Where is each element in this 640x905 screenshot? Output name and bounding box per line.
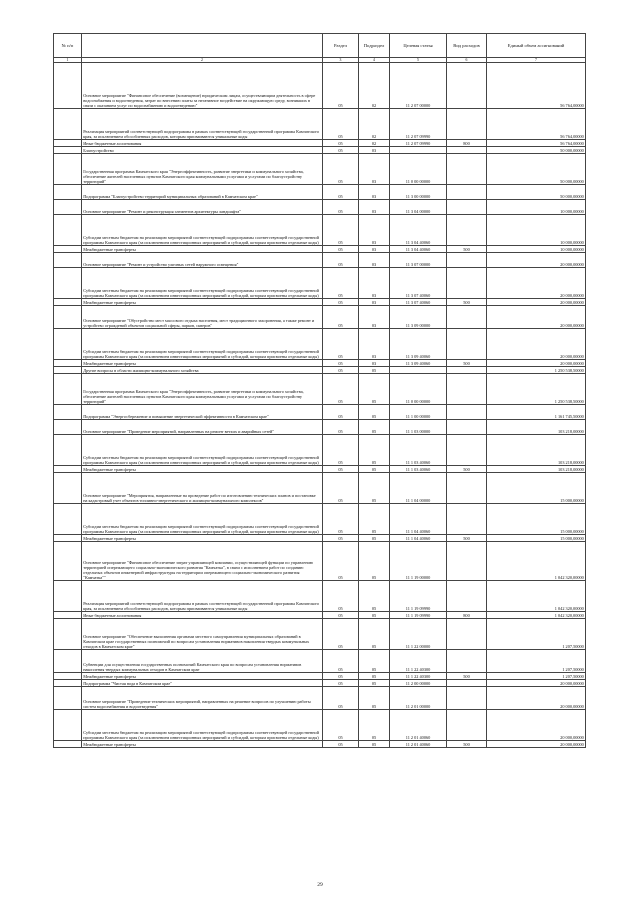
cell-total-sum: 20 000,00000 [487,268,586,299]
cell-item-name: Межбюджетные трансферты [82,741,323,748]
cell-target-article: 11 1 19 00000 [390,542,447,581]
cell-podrazdel: 03 [359,185,390,200]
cell-total-sum: 50 000,00000 [487,154,586,185]
cell-total-sum: 1 250 538,50000 [487,374,586,405]
cell-item-name: Субсидии местным бюджетам на реализацию мероприятий соответствующей подпрограммы соответствующей государственной программы Камчатского края (за исключением инвестиционных мероприятий и субсидий, которым присвоены отдельные коды) [82,268,323,299]
cell-item-name: Субсидии местным бюджетам на реализацию мероприятий соответствующей подпрограммы соответствующей государственной программы Камчатского края (за исключением инвестиционных мероприятий и субсидий, которым присвоены отдельные коды) [82,215,323,246]
cell-item-name: Реализация мероприятий соответствующей подпрограммы в рамках соответствующей государственной программы Камчатского края, за исключением обособленных расходов, которым присваиваются уникальные коды [82,109,323,140]
cell-expense-type [447,687,487,710]
cell-number [54,535,82,542]
cell-number [54,687,82,710]
table-row [54,612,586,619]
column-number: 4 [359,57,390,63]
cell-razdel: 05 [323,253,359,268]
cell-target-article: 11 3 07 40060 [390,268,447,299]
cell-podrazdel: 05 [359,420,390,435]
cell-podrazdel: 05 [359,710,390,741]
cell-expense-type [447,215,487,246]
header-podrazdel: Подраздел [359,34,390,58]
cell-total-sum: 1 042 320,00000 [487,542,586,581]
cell-total-sum: 10 000,00000 [487,200,586,215]
cell-number [54,215,82,246]
cell-expense-type: 500 [447,535,487,542]
table-row [54,650,586,673]
column-number: 7 [487,57,586,63]
cell-podrazdel: 05 [359,680,390,687]
cell-target-article: 11 1 03 40060 [390,435,447,466]
cell-item-name: Основное мероприятие "Мероприятия, направленные на проведение работ по изготовлению технических планов и постановке на кадастровый учет объектов топливно-энергетического и жилищно-коммунального комплексов" [82,473,323,504]
cell-total-sum: 56 764,00000 [487,63,586,109]
cell-target-article [390,147,447,154]
column-number: 1 [54,57,82,63]
cell-target-article: 11 0 00 00000 [390,154,447,185]
cell-item-name: Другие вопросы в области жилищно-коммунального хозяйства [82,367,323,374]
cell-number [54,435,82,466]
cell-number [54,299,82,306]
cell-podrazdel: 03 [359,215,390,246]
cell-expense-type [447,329,487,360]
cell-number [54,405,82,420]
cell-item-name: Основное мероприятие "Обустройство мест массового отдыха населения, мест традиционного захоронения, а также ремонт и устройство ограждений объектов социальной сферы, парков, скверов" [82,306,323,329]
cell-podrazdel: 05 [359,687,390,710]
cell-number [54,673,82,680]
cell-expense-type [447,200,487,215]
cell-number [54,200,82,215]
cell-target-article: 11 3 09 40060 [390,329,447,360]
cell-number [54,63,82,109]
cell-podrazdel: 05 [359,374,390,405]
cell-expense-type [447,619,487,650]
cell-expense-type [447,109,487,140]
cell-item-name: Основное мероприятие "Финансовое обеспечение затрат управляющей компании, осуществляющей функции по управлению территорией опережающего социально-экономического развития "Камчатка", в связи с исполнением работ по созданию отдельных объектов инженерной инфраструктуры на территории опережающего социально-экономического развития "Камчатка"" [82,542,323,581]
cell-item-name: Субвенции для осуществления государственных полномочий Камчатского края по вопросам установления нормативов накопления твердых коммунальных отходов в Камчатском крае [82,650,323,673]
table-row [54,154,586,185]
cell-target-article: 11 1 04 40060 [390,535,447,542]
cell-target-article: 11 3 00 00000 [390,185,447,200]
cell-number [54,185,82,200]
cell-target-article: 11 3 07 40060 [390,299,447,306]
table-row [54,63,586,109]
cell-expense-type: 500 [447,673,487,680]
cell-item-name: Межбюджетные трансферты [82,535,323,542]
table-row [54,306,586,329]
cell-total-sum: 20 000,00000 [487,680,586,687]
table-row [54,215,586,246]
cell-podrazdel: 02 [359,109,390,140]
cell-razdel: 05 [323,185,359,200]
cell-target-article: 11 2 00 00000 [390,680,447,687]
cell-number [54,306,82,329]
table-row [54,299,586,306]
cell-target-article: 11 1 04 00000 [390,473,447,504]
cell-razdel: 05 [323,466,359,473]
table-row [54,535,586,542]
cell-razdel: 05 [323,680,359,687]
cell-item-name: Межбюджетные трансферты [82,360,323,367]
cell-razdel: 05 [323,405,359,420]
cell-target-article: 11 1 19 09990 [390,612,447,619]
cell-target-article: 11 2 07 00000 [390,63,447,109]
table-row [54,581,586,612]
cell-total-sum: 1 161 745,50000 [487,405,586,420]
cell-total-sum: 1 042 320,00000 [487,581,586,612]
cell-podrazdel: 05 [359,612,390,619]
cell-total-sum: 10 000,00000 [487,246,586,253]
cell-number [54,650,82,673]
cell-item-name: Межбюджетные трансферты [82,299,323,306]
cell-expense-type [447,374,487,405]
cell-razdel: 05 [323,329,359,360]
cell-razdel: 05 [323,154,359,185]
cell-podrazdel: 05 [359,435,390,466]
cell-podrazdel: 05 [359,581,390,612]
cell-expense-type [447,420,487,435]
cell-total-sum: 50 000,00000 [487,185,586,200]
cell-expense-type [447,147,487,154]
cell-podrazdel: 03 [359,360,390,367]
cell-razdel: 05 [323,147,359,154]
table-row [54,466,586,473]
column-number: 6 [447,57,487,63]
table-row [54,687,586,710]
cell-number [54,542,82,581]
cell-podrazdel: 05 [359,367,390,374]
cell-expense-type: 800 [447,612,487,619]
cell-total-sum: 56 764,00000 [487,109,586,140]
cell-number [54,374,82,405]
cell-razdel: 05 [323,650,359,673]
cell-podrazdel: 03 [359,268,390,299]
cell-number [54,360,82,367]
cell-podrazdel: 02 [359,63,390,109]
cell-total-sum: 1 207,50000 [487,673,586,680]
cell-number [54,367,82,374]
cell-target-article: 11 1 22 40300 [390,673,447,680]
cell-item-name: Межбюджетные трансферты [82,246,323,253]
cell-razdel: 05 [323,535,359,542]
cell-target-article: 11 1 22 40300 [390,650,447,673]
cell-target-article: 11 0 00 00000 [390,374,447,405]
cell-target-article: 11 1 22 00000 [390,619,447,650]
table-row [54,360,586,367]
cell-expense-type: 500 [447,360,487,367]
cell-expense-type [447,473,487,504]
cell-number [54,741,82,748]
cell-razdel: 05 [323,215,359,246]
header-total-sum: Единый объем ассигнований [487,34,586,58]
cell-number [54,473,82,504]
table-row [54,710,586,741]
cell-expense-type [447,367,487,374]
cell-total-sum: 15 000,00000 [487,504,586,535]
cell-number [54,147,82,154]
column-number: 2 [82,57,323,63]
cell-number [54,253,82,268]
cell-item-name: Подпрограмма "Энергосбережение и повышение энергетической эффективности в Камчатском крае" [82,405,323,420]
cell-expense-type: 500 [447,299,487,306]
cell-target-article: 11 2 07 09990 [390,109,447,140]
cell-target-article: 11 3 04 40060 [390,246,447,253]
cell-expense-type [447,268,487,299]
cell-item-name: Основное мероприятие "Проведение технических мероприятий, направленных на решение вопросов по улучшению работы систем водоснабжения и водоотведения" [82,687,323,710]
table-row [54,200,586,215]
header-expense-type: Вид расходов [447,34,487,58]
cell-razdel: 05 [323,63,359,109]
cell-podrazdel: 03 [359,299,390,306]
cell-total-sum: 20 000,00000 [487,687,586,710]
cell-item-name: Государственная программа Камчатского края "Энергоэффективность, развитие энергетики и коммунального хозяйства, обеспечение жителей населенных пунктов Камчатского края коммунальными услугами и услугами по благоустройству территорий" [82,154,323,185]
column-number: 5 [390,57,447,63]
cell-podrazdel: 05 [359,673,390,680]
cell-total-sum: 103 218,00000 [487,466,586,473]
cell-target-article [390,367,447,374]
cell-target-article: 11 3 04 00000 [390,200,447,215]
table-row [54,253,586,268]
table-row [54,473,586,504]
cell-expense-type [447,680,487,687]
cell-item-name: Основное мероприятие "Ремонт и реконструкция элементов архитектуры ландшафта" [82,200,323,215]
cell-podrazdel: 05 [359,405,390,420]
cell-item-name: Субсидии местным бюджетам на реализацию мероприятий соответствующей подпрограммы соответствующей государственной программы Камчатского края (за исключением инвестиционных мероприятий и субсидий, которым присвоены отдельные коды) [82,710,323,741]
cell-expense-type [447,63,487,109]
budget-table-sheet [53,33,585,748]
cell-total-sum: 20 000,00000 [487,299,586,306]
cell-number [54,581,82,612]
header-no: № п/п [54,34,82,58]
table-row [54,268,586,299]
cell-number [54,420,82,435]
cell-total-sum: 10 000,00000 [487,215,586,246]
cell-expense-type [447,405,487,420]
cell-item-name: Подпрограмма "Благоустройство территорий муниципальных образований в Камчатском крае" [82,185,323,200]
table-body [54,63,586,748]
cell-razdel: 05 [323,420,359,435]
cell-razdel: 05 [323,109,359,140]
table-row [54,147,586,154]
cell-podrazdel: 05 [359,741,390,748]
cell-podrazdel: 03 [359,306,390,329]
cell-item-name: Основное мероприятие "Ремонт и устройство уличных сетей наружного освещения" [82,253,323,268]
cell-podrazdel: 03 [359,200,390,215]
page-number: 29 [317,882,323,888]
cell-target-article: 11 1 03 40060 [390,466,447,473]
cell-target-article: 11 3 04 40060 [390,215,447,246]
cell-razdel: 05 [323,374,359,405]
cell-expense-type: 500 [447,741,487,748]
cell-total-sum: 15 000,00000 [487,535,586,542]
cell-razdel: 05 [323,268,359,299]
cell-podrazdel: 02 [359,140,390,147]
cell-item-name: Иные бюджетные ассигнования [82,612,323,619]
table-row [54,405,586,420]
cell-podrazdel: 05 [359,466,390,473]
cell-podrazdel: 03 [359,253,390,268]
cell-razdel: 05 [323,299,359,306]
cell-expense-type: 800 [447,140,487,147]
cell-razdel: 05 [323,673,359,680]
cell-target-article: 11 3 09 40060 [390,360,447,367]
cell-podrazdel: 05 [359,473,390,504]
cell-expense-type [447,504,487,535]
cell-total-sum: 103 218,00000 [487,435,586,466]
cell-number [54,109,82,140]
cell-razdel: 05 [323,367,359,374]
header-razdel: Раздел [323,34,359,58]
cell-razdel: 05 [323,581,359,612]
cell-razdel: 05 [323,246,359,253]
cell-item-name: Основное мероприятие "Проведение мероприятий, направленных на ремонт ветхих и аварийных сетей" [82,420,323,435]
cell-target-article: 11 3 09 00000 [390,306,447,329]
cell-razdel: 05 [323,306,359,329]
header-name [82,34,323,58]
cell-number [54,329,82,360]
cell-number [54,140,82,147]
cell-total-sum: 20 000,00000 [487,306,586,329]
cell-item-name: Иные бюджетные ассигнования [82,140,323,147]
cell-podrazdel: 05 [359,504,390,535]
cell-total-sum: 20 000,00000 [487,710,586,741]
cell-razdel: 05 [323,473,359,504]
cell-razdel: 05 [323,360,359,367]
cell-podrazdel: 03 [359,154,390,185]
cell-number [54,154,82,185]
cell-expense-type [447,435,487,466]
cell-total-sum: 1 207,50000 [487,650,586,673]
table-row [54,504,586,535]
cell-target-article: 11 2 01 00000 [390,687,447,710]
table-row [54,109,586,140]
table-row [54,542,586,581]
cell-total-sum: 103 218,00000 [487,420,586,435]
cell-podrazdel: 03 [359,329,390,360]
cell-total-sum: 56 764,00000 [487,140,586,147]
table-row [54,741,586,748]
cell-total-sum: 1 207,50000 [487,619,586,650]
cell-total-sum: 1 042 320,00000 [487,612,586,619]
cell-razdel: 05 [323,741,359,748]
cell-number [54,619,82,650]
cell-item-name: Подпрограмма "Чистая вода в Камчатском крае" [82,680,323,687]
cell-podrazdel: 05 [359,535,390,542]
cell-expense-type [447,185,487,200]
cell-total-sum: 20 000,00000 [487,360,586,367]
table-row [54,329,586,360]
cell-razdel: 05 [323,200,359,215]
cell-expense-type [447,154,487,185]
cell-item-name: Субсидии местным бюджетам на реализацию мероприятий соответствующей подпрограммы соответствующей государственной программы Камчатского края (за исключением инвестиционных мероприятий и субсидий, которым присвоены отдельные коды) [82,435,323,466]
cell-total-sum: 50 000,00000 [487,147,586,154]
table-row [54,367,586,374]
cell-item-name: Основное мероприятие "Обеспечение выполнения органами местного самоуправления муниципальных образований в Камчатском крае государственных полномочий по вопросам установления нормативов накопления твердых коммунальных отходов в Камчатском крае" [82,619,323,650]
cell-target-article: 11 1 00 00000 [390,405,447,420]
cell-razdel: 05 [323,687,359,710]
table-row [54,140,586,147]
column-number: 3 [323,57,359,63]
cell-expense-type [447,710,487,741]
cell-podrazdel: 05 [359,650,390,673]
cell-target-article: 11 2 07 09990 [390,140,447,147]
cell-razdel: 05 [323,504,359,535]
cell-expense-type: 500 [447,246,487,253]
table-row [54,420,586,435]
table-row [54,374,586,405]
cell-podrazdel: 03 [359,246,390,253]
cell-item-name: Государственная программа Камчатского края "Энергоэффективность, развитие энергетики и коммунального хозяйства, обеспечение жителей населенных пунктов Камчатского края коммунальными услугами и услугами по благоустройству территорий" [82,374,323,405]
cell-target-article: 11 2 01 40060 [390,710,447,741]
cell-podrazdel: 05 [359,542,390,581]
cell-number [54,612,82,619]
cell-item-name: Субсидии местным бюджетам на реализацию мероприятий соответствующей подпрограммы соответствующей государственной программы Камчатского края (за исключением инвестиционных мероприятий и субсидий, которым присвоены отдельные коды) [82,329,323,360]
cell-number [54,268,82,299]
table-header-row [54,34,586,58]
cell-number [54,466,82,473]
table-row [54,435,586,466]
cell-razdel: 05 [323,710,359,741]
cell-item-name: Реализация мероприятий соответствующей подпрограммы в рамках соответствующей государственной программы Камчатского края, за исключением обособленных расходов, которым присваиваются уникальные коды [82,581,323,612]
cell-total-sum: 15 000,00000 [487,473,586,504]
budget-table [53,33,586,748]
cell-razdel: 05 [323,140,359,147]
cell-total-sum: 20 000,00000 [487,253,586,268]
cell-item-name: Межбюджетные трансферты [82,673,323,680]
cell-target-article: 11 1 03 00000 [390,420,447,435]
cell-item-name: Основное мероприятие "Финансовое обеспечение (возмещение) юридическим лицам, осуществляющим деятельность в сфере водоснабжения и водоотведения, затрат по внесению платы за негативное воздействие на окружающую среду, возникших в связи с оказанием услуг по водоснабжению и водоотведению" [82,63,323,109]
cell-item-name: Благоустройство [82,147,323,154]
cell-number [54,504,82,535]
cell-number [54,680,82,687]
cell-item-name: Межбюджетные трансферты [82,466,323,473]
cell-total-sum: 20 000,00000 [487,741,586,748]
cell-expense-type [447,581,487,612]
cell-podrazdel: 03 [359,147,390,154]
cell-razdel: 05 [323,619,359,650]
table-row [54,680,586,687]
cell-razdel: 05 [323,612,359,619]
cell-expense-type [447,542,487,581]
cell-total-sum: 1 250 538,50000 [487,367,586,374]
table-row [54,673,586,680]
cell-target-article: 11 1 04 40060 [390,504,447,535]
cell-target-article: 11 3 07 00000 [390,253,447,268]
cell-number [54,246,82,253]
cell-razdel: 05 [323,435,359,466]
cell-target-article: 11 1 19 09990 [390,581,447,612]
cell-number [54,710,82,741]
cell-expense-type [447,306,487,329]
table-row [54,185,586,200]
header-target-article: Целевая статья [390,34,447,58]
cell-total-sum: 20 000,00000 [487,329,586,360]
table-row [54,619,586,650]
cell-expense-type: 500 [447,466,487,473]
cell-expense-type [447,253,487,268]
table-row [54,246,586,253]
cell-expense-type [447,650,487,673]
cell-podrazdel: 05 [359,619,390,650]
cell-target-article: 11 2 01 40060 [390,741,447,748]
cell-razdel: 05 [323,542,359,581]
cell-item-name: Субсидии местным бюджетам на реализацию мероприятий соответствующей подпрограммы соответствующей государственной программы Камчатского края (за исключением инвестиционных мероприятий и субсидий, которым присвоены отдельные коды) [82,504,323,535]
